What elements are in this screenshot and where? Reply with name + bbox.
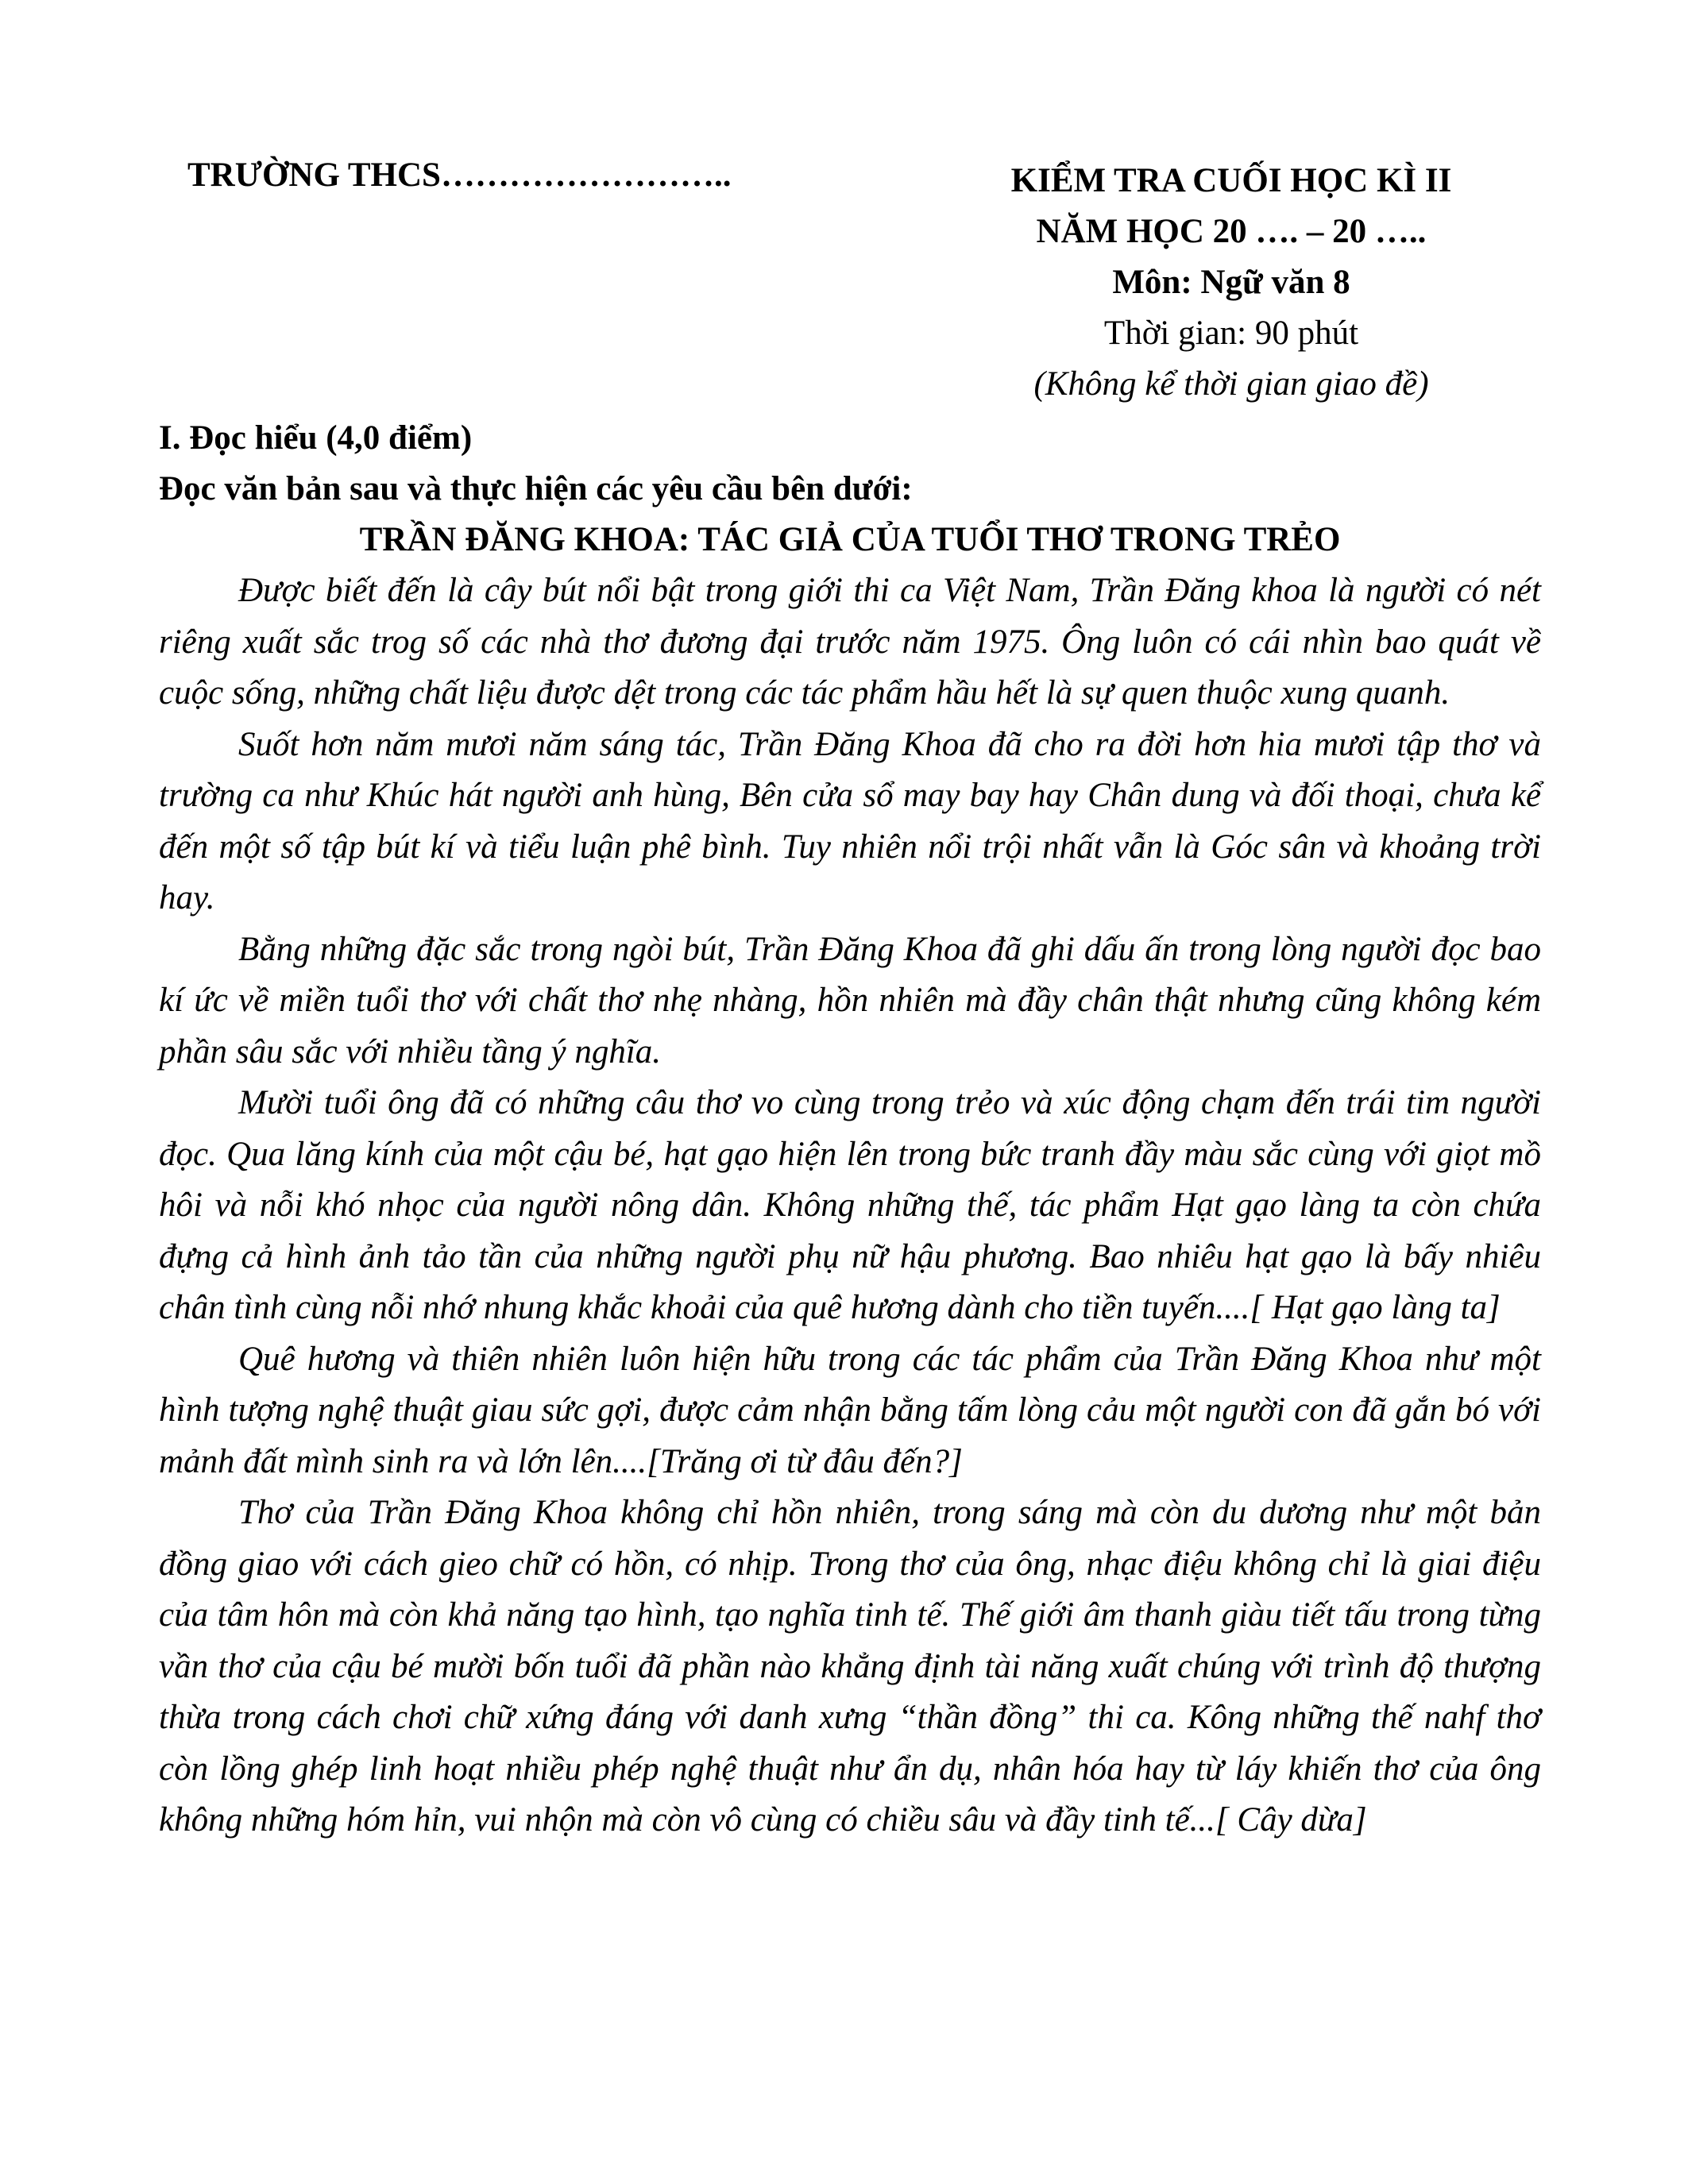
- section-instruction: Đọc văn bản sau và thực hiện các yêu cầu bên dưới:: [159, 470, 913, 507]
- article-body: [159, 565, 1541, 1846]
- paragraph: Mười tuổi ông đã có những câu thơ vo cùng trong trẻo và xúc động chạm đến trái tim người đọc. Qua lăng kính của một cậu bé, hạt gạo hiện lên trong bức tranh đầy màu sắc cùng với giọt mồ hôi và nỗi khó nhọc của người nông dân. Không những thế, tác phẩm Hạt gạo làng ta còn chứa đựng cả hình ảnh tảo tần của những người phụ nữ hậu phương. Bao nhiêu hạt gạo là bấy nhiêu chân tình cùng nỗi nhớ nhung khắc khoải của quê hương dành cho tiền tuyến....[ Hạt gạo làng ta]: [159, 1084, 1541, 1326]
- paragraph: Quê hương và thiên nhiên luôn hiện hữu trong các tác phẩm của Trần Đăng Khoa như một hình tượng nghệ thuật giau sức gợi, được cảm nhận bằng tấm lòng cảu một người con đã gắn bó với mảnh đất mình sinh ra và lớn lên....[Trăng ơi từ đâu đến?]: [159, 1340, 1541, 1480]
- section-heading: I. Đọc hiểu (4,0 điểm): [159, 419, 473, 457]
- school-name: TRƯỜNG THCS……………………..: [187, 156, 732, 194]
- subject: Môn: Ngữ văn 8: [1112, 264, 1350, 301]
- paragraph: Bằng những đặc sắc trong ngòi bút, Trần Đăng Khoa đã ghi dấu ấn trong lòng người đọc bao kí ức về miền tuổi thơ với chất thơ nhẹ nhàng, hồn nhiên mà đầy chân thật nhưng cũng không kém phần sâu sắc với nhiều tầng ý nghĩa.: [159, 930, 1541, 1071]
- duration: Thời gian: 90 phút: [1103, 314, 1359, 352]
- duration-note: (Không kể thời gian giao đề): [1033, 365, 1429, 403]
- exam-title: KIỂM TRA CUỐI HỌC KÌ II: [1010, 162, 1452, 199]
- exam-header: [874, 156, 1589, 410]
- article-title: TRẦN ĐĂNG KHOA: TÁC GIẢ CỦA TUỔI THƠ TRONG TRẺO: [359, 521, 1341, 558]
- paragraph: Thơ của Trần Đăng Khoa không chỉ hồn nhiên, trong sáng mà còn du dương như một bản đồng giao với cách gieo chữ có hồn, có nhịp. Trong thơ của ông, nhạc điệu không chỉ là giai điệu của tâm hôn mà còn khả năng tạo hình, tạo nghĩa tinh tế. Thế giới âm thanh giàu tiết tấu trong từng vần thơ của cậu bé mười bốn tuổi đã phần nào khẳng định tài năng xuất chúng với trình độ thượng thừa trong cách chơi chữ xứng đáng với danh xưng “thần đồng” thi ca. Kông những thế nahf thơ còn lồng ghép linh hoạt nhiều phép nghệ thuật như ẩn dụ, nhân hóa hay từ láy khiến thơ của ông không những hóm hỉn, vui nhộn mà còn vô cùng có chiều sâu và đầy tinh tế...[ Cây dừa]: [159, 1494, 1541, 1839]
- reading-section: [159, 413, 1541, 1846]
- paragraph: Được biết đến là cây bút nổi bật trong giới thi ca Việt Nam, Trần Đăng khoa là người có nét riêng xuất sắc trog số các nhà thơ đương đại trước năm 1975. Ông luôn có cái nhìn bao quát về cuộc sống, những chất liệu được dệt trong các tác phẩm hầu hết là sự quen thuộc xung quanh.: [159, 572, 1541, 712]
- school-year: NĂM HỌC 20 …. – 20 …..: [1036, 213, 1427, 250]
- exam-page: [159, 0, 1541, 2184]
- paragraph: Suốt hơn năm mươi năm sáng tác, Trần Đăng Khoa đã cho ra đời hơn hia mươi tập thơ và trường ca như Khúc hát người anh hùng, Bên cửa sổ may bay hay Chân dung và đối thoại, chưa kể đến một số tập bút kí và tiểu luận phê bình. Tuy nhiên nổi trội nhất vẫn là Góc sân và khoảng trời hay.: [159, 725, 1541, 916]
